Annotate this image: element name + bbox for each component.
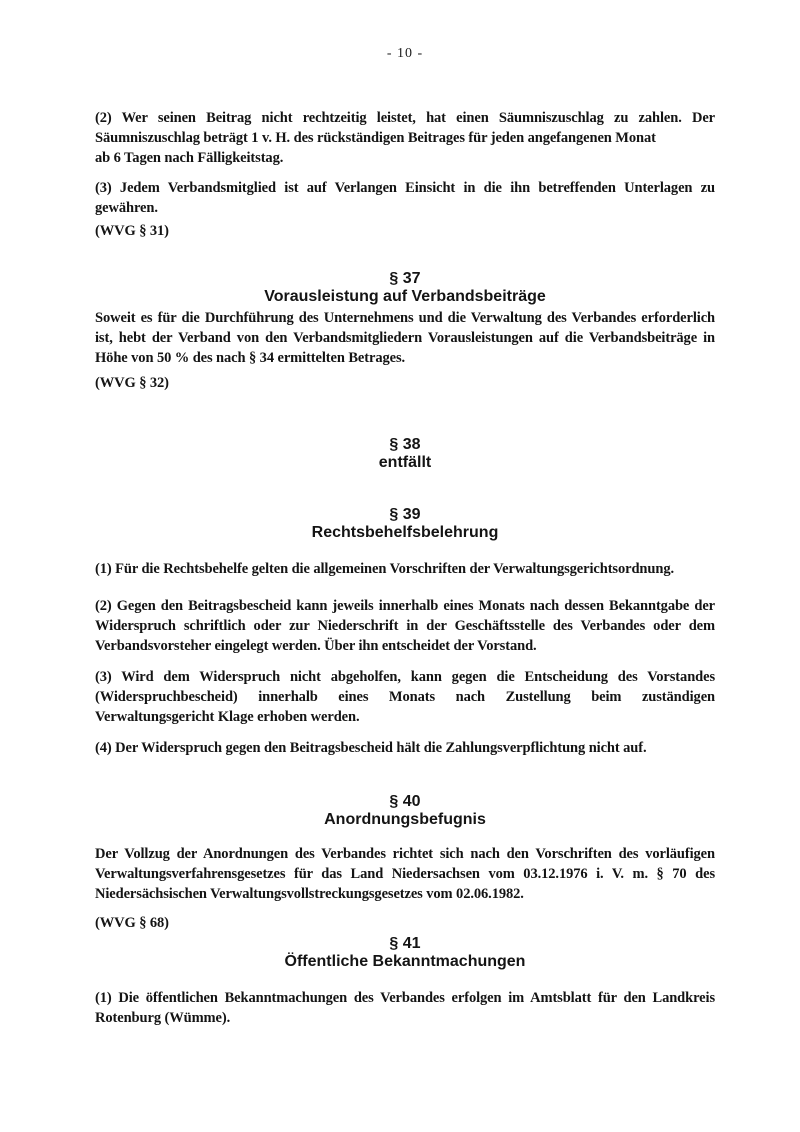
section-title: Anordnungsbefugnis	[324, 811, 486, 828]
paragraph-bekanntmachungen	[95, 988, 715, 1028]
text-line: (Widerspruchbescheid) innerhalb eines Monats nach Zustellung beim zuständigen	[95, 689, 715, 705]
section-41-heading	[95, 935, 715, 971]
section-title: Vorausleistung auf Verbandsbeiträge	[264, 288, 546, 305]
text-line: Verbandsvorsteher eingelegt werden. Über ihn entscheidet der Vorstand.	[95, 638, 537, 654]
text-line: (2) Wer seinen Beitrag nicht rechtzeitig leistet, hat einen Säumniszuschlag zu zahlen. Der	[95, 110, 715, 126]
section-39-heading	[95, 506, 715, 542]
wvg-reference-32	[95, 373, 715, 393]
section-number: § 41	[389, 935, 421, 952]
text-line: (1) Für die Rechtsbehelfe gelten die allgemeinen Vorschriften der Verwaltungsgerichtsordnung.	[95, 561, 674, 577]
wvg-reference-31	[95, 221, 715, 241]
section-38-heading	[95, 436, 715, 472]
paragraph-rechtsbehelfe-4	[95, 738, 715, 758]
text-line: (2) Gegen den Beitragsbescheid kann jeweils innerhalb eines Monats nach dessen Bekanntgabe der	[95, 598, 715, 614]
text-line: Soweit es für die Durchführung des Unternehmens und die Verwaltung des Verbandes erforderlich	[95, 310, 715, 326]
paragraph-einsicht	[95, 178, 715, 218]
paragraph-rechtsbehelfe-1	[95, 559, 715, 579]
section-number: § 40	[389, 793, 421, 810]
text-line: Verwaltungsgericht Klage erhoben werden.	[95, 709, 360, 725]
text-line: (3) Jedem Verbandsmitglied ist auf Verlangen Einsicht in die ihn betreffenden Unterlagen zu	[95, 180, 715, 196]
paragraph-saeumniszuschlag	[95, 108, 715, 168]
section-title: Öffentliche Bekanntmachungen	[284, 953, 526, 970]
text-line: (1) Die öffentlichen Bekanntmachungen des Verbandes erfolgen im Amtsblatt für den Landkreis	[95, 990, 715, 1006]
text-line: Der Vollzug der Anordnungen des Verbandes richtet sich nach den Vorschriften des vorläufigen	[95, 846, 715, 862]
section-title: Rechtsbehelfsbelehrung	[311, 524, 499, 541]
paragraph-vorausleistung	[95, 308, 715, 368]
text-line: (WVG § 31)	[95, 223, 169, 239]
text-line: (WVG § 32)	[95, 375, 169, 391]
text-line: (WVG § 68)	[95, 915, 169, 931]
wvg-reference-68	[95, 913, 715, 933]
text-line: ist, hebt der Verband von den Verbandsmitgliedern Vorausleistungen auf die Verbandsbeiträge in	[95, 330, 715, 346]
text-line: Niedersächsischen Verwaltungsvollstreckungsgesetzes vom 02.06.1982.	[95, 886, 524, 902]
text-line: Höhe von 50 % des nach § 34 ermittelten Betrages.	[95, 350, 406, 366]
text-line: Rotenburg (Wümme).	[95, 1010, 231, 1026]
section-number: § 37	[389, 270, 421, 287]
section-37-heading	[95, 270, 715, 306]
paragraph-rechtsbehelfe-2	[95, 596, 715, 656]
paragraph-rechtsbehelfe-3	[95, 667, 715, 727]
section-number: § 38	[389, 436, 421, 453]
section-number: § 39	[389, 506, 421, 523]
page-number: - 10 -	[386, 46, 424, 61]
text-line: Säumniszuschlag beträgt 1 v. H. des rückständigen Beitrages für jeden angefangenen Monat	[95, 130, 656, 146]
text-line: (4) Der Widerspruch gegen den Beitragsbescheid hält die Zahlungsverpflichtung nicht auf.	[95, 740, 647, 756]
text-line: Widerspruch schriftlich oder zur Niederschrift in der Geschäftsstelle des Verbandes oder dem	[95, 618, 715, 634]
text-line: ab 6 Tagen nach Fälligkeitstag.	[95, 150, 284, 166]
text-line: Verwaltungsverfahrensgesetzes für das Land Niedersachsen vom 03.12.1976 i. V. m. § 70 des	[95, 866, 715, 882]
paragraph-vollzug	[95, 844, 715, 904]
section-title: entfällt	[378, 454, 432, 471]
text-line: (3) Wird dem Widerspruch nicht abgeholfen, kann gegen die Entscheidung des Vorstandes	[95, 669, 715, 685]
text-line: gewähren.	[95, 200, 158, 216]
section-40-heading	[95, 793, 715, 829]
